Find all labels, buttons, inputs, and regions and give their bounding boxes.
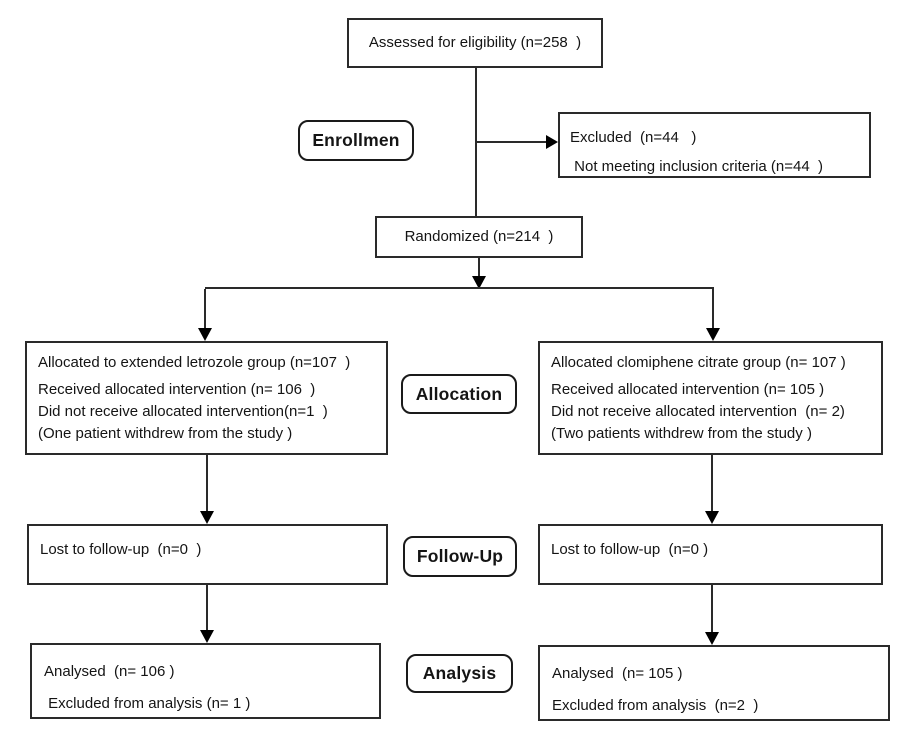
arrowhead-down-alloc-left-icon [198, 328, 212, 341]
allocation-label-text: Allocation [415, 383, 503, 404]
alloc-right-line-2: Received allocated intervention (n= 105 ) [551, 381, 825, 398]
node-analysis-right [538, 645, 890, 721]
alloc-right-line-1: Allocated clomiphene citrate group (n= 107 ) [551, 354, 846, 371]
analysis-label-text: Analysis [422, 663, 497, 683]
arrowhead-down-followup-right-icon [705, 511, 719, 524]
randomized-text: Randomized (n=214 ) [404, 228, 554, 245]
node-randomized [375, 216, 583, 258]
connector-alloc-to-followup-left-line [206, 455, 208, 512]
connector-to-excluded-line [476, 141, 547, 143]
connector-followup-to-analysis-right-line [711, 585, 713, 633]
alloc-left-line-4: (One patient withdrew from the study ) [38, 425, 293, 442]
arrowhead-down-analysis-left-icon [200, 630, 214, 643]
connector-followup-to-analysis-left-line [206, 585, 208, 631]
followup-left-text: Lost to follow-up (n=0 ) [40, 541, 202, 558]
analysis-excluded-right-text: Excluded from analysis (n=2 ) [552, 697, 759, 714]
arrowhead-down-alloc-right-icon [706, 328, 720, 341]
excluded-count-text: Excluded (n=44 ) [570, 129, 697, 146]
analysed-left-text: Analysed (n= 106 ) [44, 663, 175, 680]
arrowhead-down-followup-left-icon [200, 511, 214, 524]
arrowhead-right-excluded-icon [546, 135, 558, 149]
node-followup-right [538, 524, 883, 585]
node-analysis-left [30, 643, 381, 719]
alloc-left-line-3: Did not receive allocated intervention(n=1 ) [38, 403, 328, 420]
connector-alloc-to-followup-right-line [711, 455, 713, 512]
connector-branch-to-alloc-left-line [204, 289, 206, 329]
alloc-left-line-1: Allocated to extended letrozole group (n=107 ) [38, 354, 351, 371]
assessed-eligibility-text: Assessed for eligibility (n=258 ) [368, 34, 582, 51]
excluded-reason-text: Not meeting inclusion criteria (n=44 ) [570, 158, 824, 175]
alloc-right-line-3: Did not receive allocated intervention (n= 2) [551, 403, 845, 420]
alloc-right-line-4: (Two patients withdrew from the study ) [551, 425, 812, 442]
node-allocation-clomiphene [538, 341, 883, 455]
analysed-right-text: Analysed (n= 105 ) [552, 665, 683, 682]
node-excluded [558, 112, 871, 178]
followup-label-text: Follow-Up [416, 546, 504, 566]
enrollment-label-text: Enrollmen [312, 130, 400, 150]
stage-label-allocation [401, 374, 517, 414]
alloc-left-line-2: Received allocated intervention (n= 106 ) [38, 381, 316, 398]
node-allocation-letrozole [25, 341, 388, 455]
connector-branch-to-alloc-right-line [712, 289, 714, 329]
branch-horizontal-line [205, 287, 714, 289]
followup-right-text: Lost to follow-up (n=0 ) [551, 541, 709, 558]
stage-label-followup [403, 536, 517, 577]
analysis-excluded-left-text: Excluded from analysis (n= 1 ) [44, 695, 251, 712]
stage-label-analysis [406, 654, 513, 693]
node-assessed-eligibility [347, 18, 603, 68]
connector-randomized-down-line [478, 258, 480, 277]
stage-label-enrollment [298, 120, 414, 161]
arrowhead-down-analysis-right-icon [705, 632, 719, 645]
node-followup-left [27, 524, 388, 585]
